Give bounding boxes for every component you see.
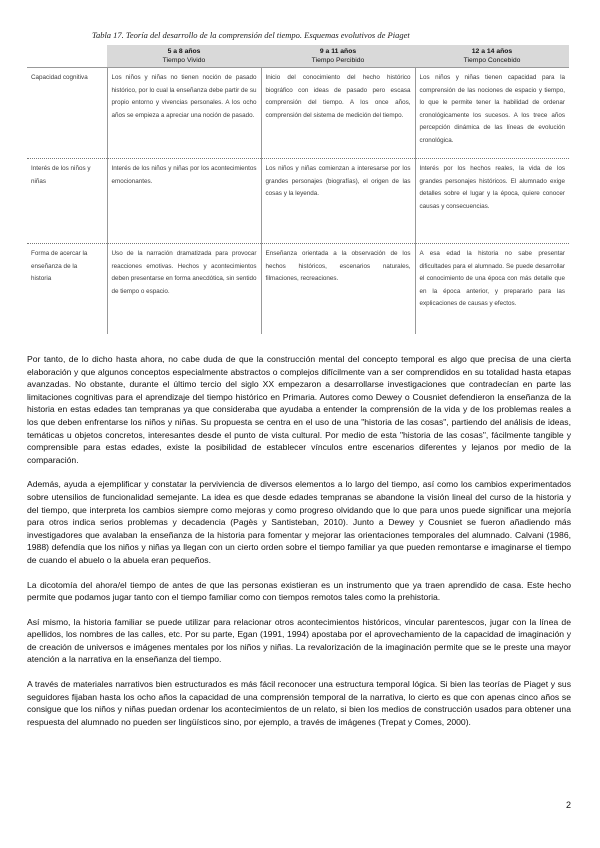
body-text [27,353,571,740]
table-cell: Los niños y niñas comienzan a interesarse por los grandes personajes (biografías), el origen de las cosas y la leyenda. [261,159,415,244]
table-header-row [27,45,569,68]
header-corner [27,45,107,68]
paragraph: Así mismo, la historia familiar se puede utilizar para relacionar otros acontecimientos históricos, vincular parentescos, jugar con la línea de apellidos, los nombres de las calles, etc. Por su parte, Egan (1991, 1994) apostaba por el aprovechamiento de la capacidad de imaginación y de creación de universos e imágenes mentales por los niños y niñas. La revalorización de la imaginación permite que se le preste una mayor atención a la narrativa en la enseñanza del tiempo. [27,616,571,665]
paragraph: La dicotomía del ahora/el tiempo de antes de que las personas existieran es un instrumento que ya traen aprendido de casa. Este hecho permite que podamos jugar tanto con el tiempo familiar como con tiempos remotos tales como la prehistoria. [27,579,571,603]
header-age: 9 a 11 años [319,48,357,55]
header-stage-1 [107,45,261,68]
header-stage: Tiempo Vivido [162,57,206,64]
paragraph: Además, ayuda a ejemplificar y constatar la perviviencia de diversos elementos a lo largo del tiempo, así como los cambios experimentados sobre utensilios de funcionalidad semejante. La idea es que desde edades tempranas se abandone la visión lineal del curso de la historia y del tiempo, que interpreta los cambios siempre como mejoras y como progreso olvidando que lo que para unos puede significar una mejoría para otros indica serios problemas y decadencia (Pagès y Santisteban, 2010). Junto a Dewey y Cousniet se fueron añadiendo más investigadores que avalaban la enseñanza de la historia para fomentar y mejorar las orientaciones temporales del alumnado. Calvani (1986, 1988) defendía que los niños y niñas ya llegan con un cierto orden sobre el tiempo familiar ya que pueden remontarse e imaginarse el tiempo de cuando el abuelo o la abuela eran pequeños. [27,479,571,565]
header-age: 12 a 14 años [471,48,513,55]
table-cell: Uso de la narración dramatizada para provocar reacciones emotivas. Hechos y acontecimientos deben presentarse en forma anecdótica, sin sentido de tiempo o espacio. [107,244,261,335]
table-cell: Inicio del conocimiento del hecho histórico biográfico con ideas de pasado pero escasa comprensión del tiempo. A los once años, comprensión del sistema de medición del tiempo. [261,68,415,159]
table-caption: Tabla 17. Teoría del desarrollo de la comprensión del tiempo. Esquemas evolutivos de Piaget [92,30,410,40]
table-row [27,244,569,335]
piaget-table [27,45,569,334]
page-number: 2 [566,800,572,810]
table-row [27,159,569,244]
row-label: Capacidad cognitiva [27,68,107,159]
row-label: Forma de acercar la enseñanza de la historia [31,250,88,282]
header-stage: Tiempo Concebido [463,57,521,64]
table-row [27,68,569,159]
row-label: Interés de los niños y niñas [27,159,107,244]
paragraph: A través de materiales narrativos bien estructurados es más fácil reconocer una estructura temporal lógica. Si bien las teorías de Piaget y sus seguidores fijaban hasta los ocho años la capacidad de una comprensión temporal de la narrativa, lo cierto es que con apenas cinco años se consigue que los niños y niñas puedan ordenar los acontecimientos de un relato, si bien los medios de construcción usados para obtener una respuesta del alumnado no pueden ser lingüísticos sino, por ejemplo, a través de imágenes (Trepat y Comes, 2000). [27,679,571,727]
table-cell: Enseñanza orientada a la observación de los hechos históricos, escenarios naturales, filmaciones, recreaciones. [261,244,415,335]
table-cell: A esa edad la historia no sabe presentar dificultades para el alumnado. Se puede desarrollar el conocimiento de una época con más detalle que en la época anterior, y prepararlo para las explicaciones de causas y efectos. [415,244,569,335]
header-stage: Tiempo Percibido [311,57,365,64]
table-cell: Los niños y niñas no tienen noción de pasado histórico, por lo cual la enseñanza debe partir de su propio entorno y vivencias personales. A los ocho años se empieza a apreciar una noción de pasado. [107,68,261,159]
header-age: 5 a 8 años [167,48,201,55]
paragraph: Por tanto, de lo dicho hasta ahora, no cabe duda de que la construcción mental del concepto temporal es algo que precisa de una cierta elaboración y que algunos conceptos especialmente abstractos o complejos difícilmente van a ser comprendidos en su totalidad hasta etapas avanzadas. No obstante, durante el último tercio del siglo XX empezaron a desarrollarse investigaciones que contradecían en parte las limitaciones cognitivas para el aprendizaje del tiempo histórico en Primaria. Autores como Dewey o Cousniet defendieron la enseñanza de la historia en estas edades tan tempranas ya que consideraba que ayudaba a entender la comprensión de la vida y de los problemas reales a los que deben enfrentarse los niños y niñas. Su propuesta se centra en el uso de una "historia de las cosas", partiendo del análisis de ideas, temáticas u objetos concretos, interesantes desde el punto de vista cultural. Por medio de esta "historia de las cosas", fácilmente tangible y comprensible para estas edades, existe la posibilidad de establecer vínculos entre escenarios diferentes y lejanos por medio de la comparación. [27,354,571,465]
header-stage-2 [261,45,415,68]
table-cell: Interés por los hechos reales, la vida de los grandes personajes históricos. El alumnado exige detalles sobre el lugar y la época, quiere conocer causas y consecuencias. [415,159,569,244]
table-cell: Los niños y niñas tienen capacidad para la comprensión de las nociones de espacio y tiempo, lo que le permite tener la habilidad de ordenar cronológicamente los sucesos. A los trece años percepción dinámica de las líneas de evolución cronológica. [415,68,569,159]
table-cell: Interés de los niños y niñas por los acontecimientos emocionantes. [107,159,261,244]
header-stage-3 [415,45,569,68]
